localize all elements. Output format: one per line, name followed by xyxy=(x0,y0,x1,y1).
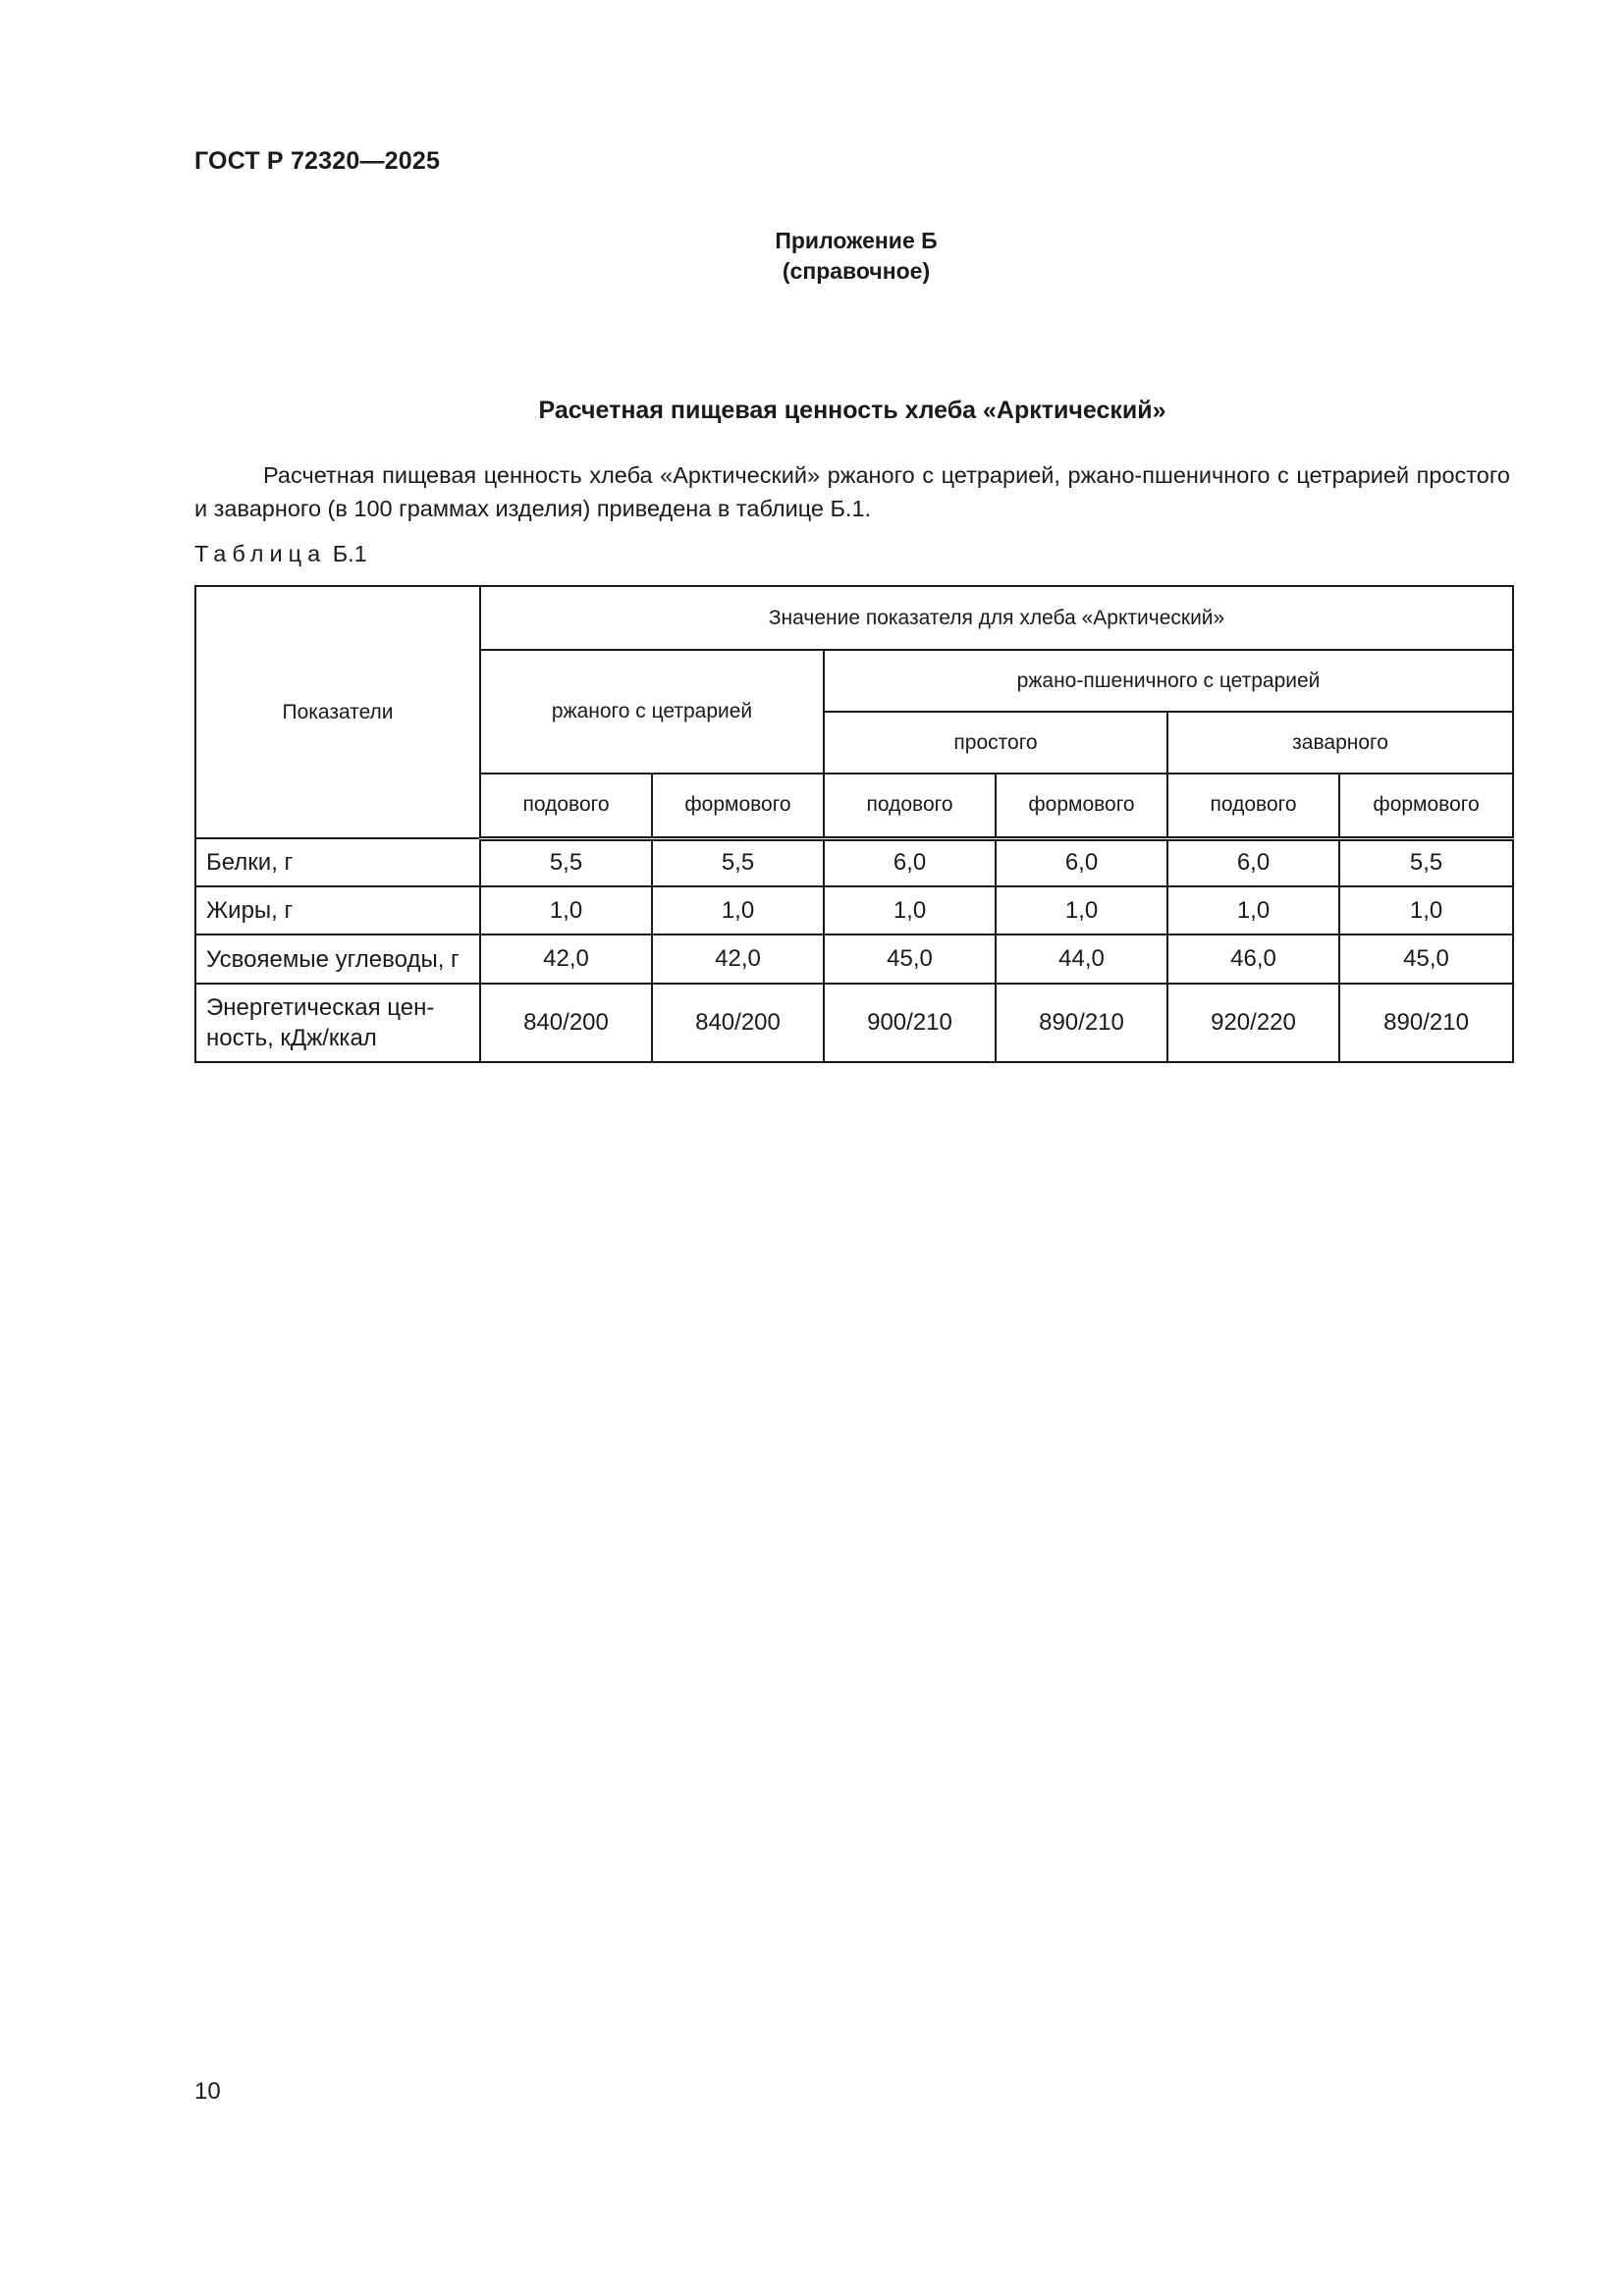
header-hearth: подового xyxy=(1167,774,1339,838)
header-hearth: подового xyxy=(824,774,996,838)
appendix-type: (справочное) xyxy=(782,258,931,284)
row-label: Белки, г xyxy=(195,838,480,886)
table-cell: 45,0 xyxy=(1339,934,1513,984)
table-cell: 920/220 xyxy=(1167,984,1339,1062)
row-label-line: Энергетическая цен- xyxy=(206,994,435,1021)
table-cell: 6,0 xyxy=(1167,838,1339,886)
header-rye-wheat: ржано-пшеничного с цетрарией xyxy=(824,650,1513,712)
header-molded: формового xyxy=(996,774,1167,838)
table-cell: 46,0 xyxy=(1167,934,1339,984)
header-hearth: подового xyxy=(480,774,652,838)
table-row xyxy=(195,886,1513,934)
header-value-group: Значение показателя для хлеба «Арктический» xyxy=(480,586,1513,650)
table-cell: 1,0 xyxy=(652,886,824,934)
header-rye: ржаного с цетрарией xyxy=(480,650,824,774)
table-cell: 1,0 xyxy=(480,886,652,934)
table-cell: 1,0 xyxy=(1339,886,1513,934)
table-cell: 44,0 xyxy=(996,934,1167,984)
table-cell: 890/210 xyxy=(996,984,1167,1062)
header-simple: простого xyxy=(824,712,1167,774)
table-cell: 6,0 xyxy=(996,838,1167,886)
row-label: Жиры, г xyxy=(195,886,480,934)
table-cell: 6,0 xyxy=(824,838,996,886)
document-code: ГОСТ Р 72320—2025 xyxy=(194,147,441,175)
table-cell: 1,0 xyxy=(824,886,996,934)
appendix-title: Приложение Б xyxy=(775,228,938,253)
table-cell: 1,0 xyxy=(1167,886,1339,934)
table-cell: 5,5 xyxy=(480,838,652,886)
row-label: Усвояемые углеводы, г xyxy=(195,934,480,984)
table-cell: 42,0 xyxy=(652,934,824,984)
table-cell: 840/200 xyxy=(480,984,652,1062)
table-cell: 5,5 xyxy=(1339,838,1513,886)
row-label xyxy=(195,984,480,1062)
table-cell: 45,0 xyxy=(824,934,996,984)
header-brewed: заварного xyxy=(1167,712,1513,774)
table-caption xyxy=(194,541,367,567)
section-title: Расчетная пищевая ценность хлеба «Арктический» xyxy=(538,397,1166,424)
appendix-heading xyxy=(616,226,1097,287)
table-cell: 890/210 xyxy=(1339,984,1513,1062)
table-caption-number: Б.1 xyxy=(332,541,367,566)
table-row xyxy=(195,934,1513,984)
table-cell: 840/200 xyxy=(652,984,824,1062)
page-number: 10 xyxy=(194,2078,221,2105)
table-cell: 900/210 xyxy=(824,984,996,1062)
table-cell: 5,5 xyxy=(652,838,824,886)
table-caption-label: Таблица xyxy=(194,541,327,566)
intro-paragraph: Расчетная пищевая ценность хлеба «Арктический» ржаного с цетрарией, ржано-пшеничного с цетрарией простого и заварного (в 100 граммах изделия) приведена в таблице Б.1. xyxy=(194,462,1510,521)
row-label-line: ность, кДж/ккал xyxy=(206,1025,377,1051)
header-molded: формового xyxy=(652,774,824,838)
table-cell: 42,0 xyxy=(480,934,652,984)
table-row xyxy=(195,838,1513,886)
header-molded: формового xyxy=(1339,774,1513,838)
header-indicators: Показатели xyxy=(195,586,480,838)
table-row xyxy=(195,984,1513,1062)
table-cell: 1,0 xyxy=(996,886,1167,934)
nutrition-table xyxy=(194,585,1514,1063)
